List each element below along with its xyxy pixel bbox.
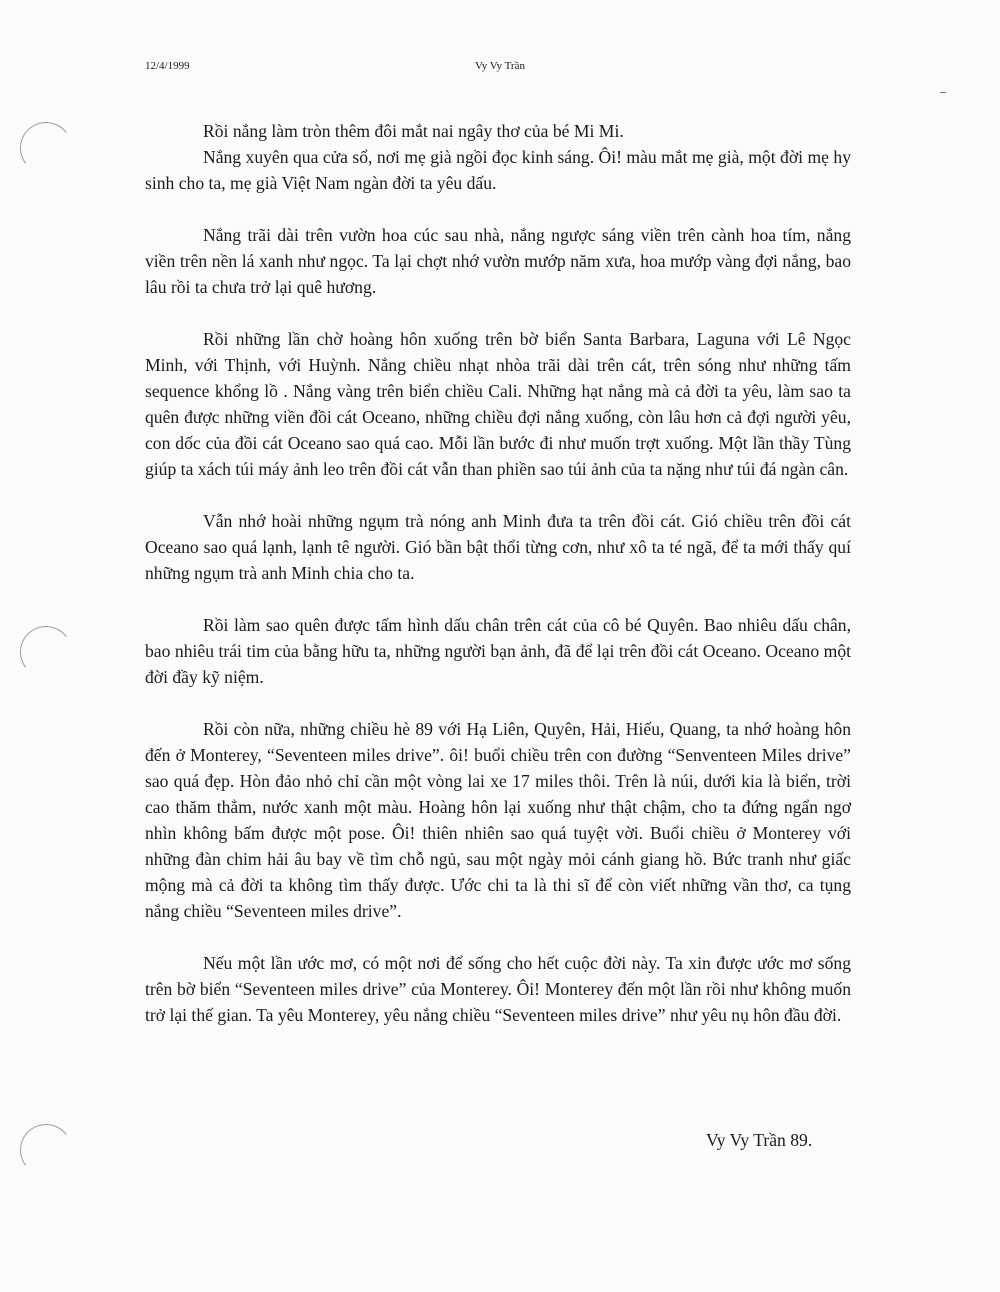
header-date: 12/4/1999 (145, 60, 190, 72)
paragraph-8: Nếu một lần ước mơ, có một nơi để sống cho hết cuộc đời này. Ta xin được ước mơ sống trên bờ biển “Seventeen miles drive” của Monterey. Ôi! Monterey đến một lần rồi như không muốn trở lại thế gian. Ta yêu Monterey, yêu nắng chiều “Seventeen miles drive” như yêu nụ hôn đầu đời. (145, 953, 851, 1025)
binder-hole-middle (17, 623, 76, 682)
header-author: Vy Vy Trần (475, 60, 525, 72)
paragraph-4: Rồi những lần chờ hoàng hôn xuống trên bờ biển Santa Barbara, Laguna với Lê Ngọc Minh, với Thịnh, với Huỳnh. Nắng chiều nhạt nhòa trãi dài trên cát, trên sóng như những tấm sequence khổng lồ . Nắng vàng trên biển chiều Cali. Những hạt nắng mà cả đời ta yêu, làm sao ta quên được những viền đồi cát Oceano, những chiều đợi nắng xuống, còn lâu hơn cả đợi người yêu, con dốc của đồi cát Oceano sao quá cao. Mỗi lần bước đi như muốn trợt xuống. Một lần thầy Tùng giúp ta xách túi máy ảnh leo trên đồi cát vẫn than phiền sao túi ảnh của ta nặng như túi đá ngàn cân. (145, 329, 851, 479)
letter-body (145, 118, 851, 1028)
binder-hole-bottom (17, 1121, 76, 1180)
paragraph-1: Rồi nắng làm tròn thêm đôi mắt nai ngây thơ của bé Mi Mi. (203, 121, 624, 141)
paragraph-6: Rồi làm sao quên được tấm hình dấu chân trên cát của cô bé Quyên. Bao nhiêu dấu chân, bao nhiêu trái tim của bằng hữu ta, những người bạn ảnh, đã để lại trên đồi cát Oceano. Oceano một đời đầy kỹ niệm. (145, 615, 851, 687)
binder-hole-top (17, 119, 76, 178)
paragraph-5: Vẫn nhớ hoài những ngụm trà nóng anh Minh đưa ta trên đồi cát. Gió chiều trên đồi cát Oceano sao quá lạnh, lạnh tê người. Gió bần bật thổi từng cơn, như xô ta té ngã, để ta mới thấy quí những ngụm trà anh Minh chia cho ta. (145, 511, 851, 583)
paragraph-2: Nắng xuyên qua cửa sổ, nơi mẹ già ngồi đọc kinh sáng. Ôi! màu mắt mẹ già, một đời mẹ hy sinh cho ta, mẹ già Việt Nam ngàn đời ta yêu dấu. (145, 147, 851, 193)
paragraph-7: Rồi còn nữa, những chiều hè 89 với Hạ Liên, Quyên, Hải, Hiếu, Quang, ta nhớ hoàng hôn đến ở Monterey, “Seventeen miles drive”. ôi! buổi chiều trên con đường “Senventeen Miles drive” sao quá đẹp. Hòn đảo nhỏ chỉ cần một vòng lai xe 17 miles thôi. Trên là núi, dưới kia là biển, trời cao thăm thẳm, nước xanh một màu. Hoàng hôn lại xuống như thật chậm, cho ta đứng ngẩn ngơ nhìn không bấm được một pose. Ôi! thiên nhiên sao quá tuyệt vời. Buổi chiều ở Monterey với những đàn chim hải âu bay về tìm chỗ ngủ, sau một ngày mỏi cánh giang hồ. Bức tranh như giấc mộng mà cả đời ta không tìm thấy được. Ước chi ta là thi sĩ để còn viết những vần thơ, ca tụng nắng chiều “Seventeen miles drive”. (145, 719, 851, 921)
page-header (0, 60, 1000, 80)
signature: Vy Vy Trần 89. (706, 1130, 813, 1150)
paragraph-3: Nắng trãi dài trên vườn hoa cúc sau nhà, nắng ngược sáng viền trên cành hoa tím, nắng viền trên nền lá xanh như ngọc. Ta lại chợt nhớ vườn mướp năm xưa, hoa mướp vàng đợi nắng, bao lâu rồi ta chưa trở lại quê hương. (145, 225, 851, 297)
page-mark (940, 92, 946, 93)
